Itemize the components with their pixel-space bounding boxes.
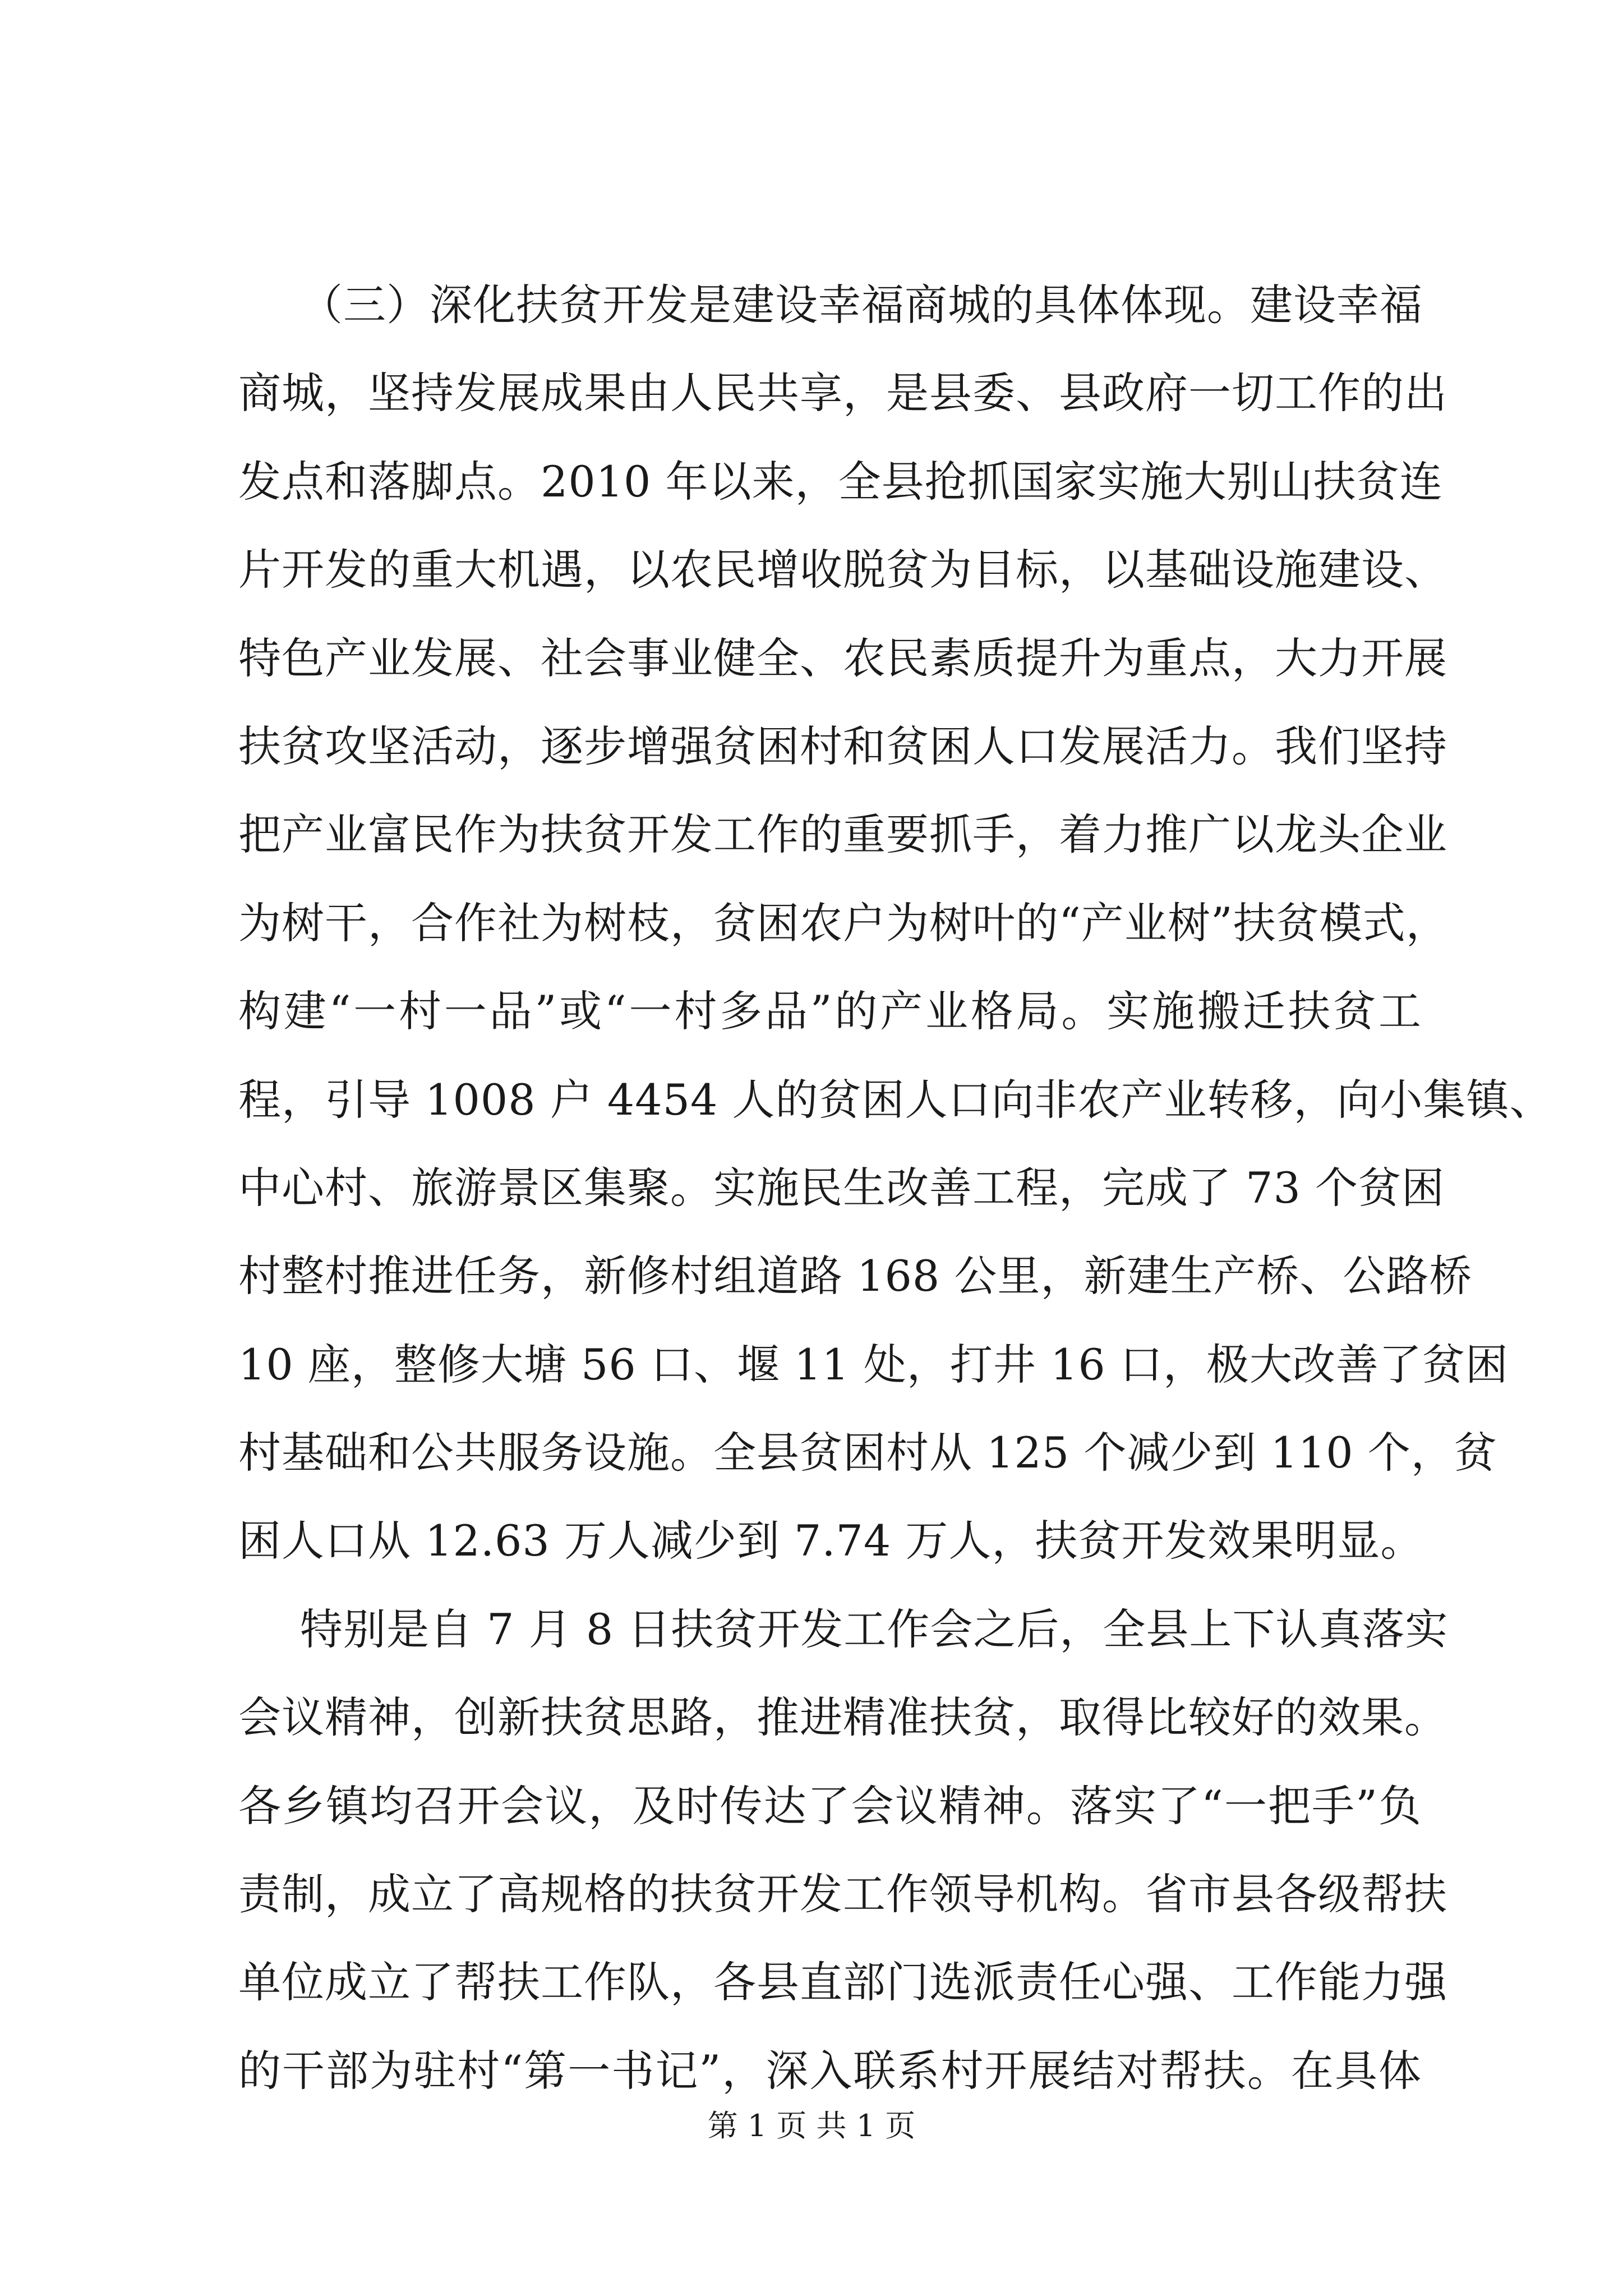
paragraph-line: 责制，成立了高规格的扶贫开发工作领导机构。省市县各级帮扶 (238, 1869, 1447, 1920)
page-number-label: 第 1 页 共 1 页 (707, 2108, 916, 2143)
paragraph-line: 程，引导 1008 户 4454 人的贫困人口向非农产业转移，向小集镇、 (238, 1074, 1553, 1125)
paragraph-line: 单位成立了帮扶工作队，各县直部门选派责任心强、工作能力强 (238, 1957, 1447, 2008)
paragraph-line: 村基础和公共服务设施。全县贫困村从 125 个减少到 110 个，贫 (238, 1428, 1497, 1478)
paragraph-line: 片开发的重大机遇，以农民增收脱贫为目标，以基础设施建设、 (238, 545, 1447, 595)
paragraph-line: 村整村推进任务，新修村组道路 168 公里，新建生产桥、公路桥 (238, 1251, 1473, 1301)
paragraph-line: 的干部为驻村“第一书记”，深入联系村开展结对帮扶。在具体 (238, 2045, 1422, 2096)
paragraph-line: 困人口从 12.63 万人减少到 7.74 万人，扶贫开发效果明显。 (238, 1516, 1424, 1566)
document-body (238, 261, 1553, 2115)
paragraph-line: 10 座，整修大塘 56 口、堰 11 处，打井 16 口，极大改善了贫困 (238, 1339, 1509, 1389)
paragraph-line: 把产业富民作为扶贫开发工作的重要抓手，着力推广以龙头企业 (238, 809, 1447, 860)
paragraph-line: 各乡镇均召开会议，及时传达了会议精神。落实了“一把手”负 (238, 1780, 1422, 1831)
paragraph-line: 特色产业发展、社会事业健全、农民素质提升为重点，大力开展 (238, 633, 1447, 683)
paragraph-line: 中心村、旅游景区集聚。实施民生改善工程，完成了 73 个贫困 (238, 1162, 1445, 1213)
paragraph-line: 商城，坚持发展成果由人民共享，是县委、县政府一切工作的出 (238, 368, 1447, 418)
paragraph-line: 构建“一村一品”或“一村多品”的产业格局。实施搬迁扶贫工 (238, 986, 1422, 1037)
paragraph-line: 特别是自 7 月 8 日扶贫开发工作会之后，全县上下认真落实 (300, 1604, 1449, 1654)
paragraph-line: 发点和落脚点。2010 年以来，全县抢抓国家实施大别山扶贫连 (238, 456, 1443, 507)
paragraph-line: （三）深化扶贫开发是建设幸福商城的具体体现。建设幸福 (300, 280, 1423, 330)
paragraph-line: 为树干，合作社为树枝，贫困农户为树叶的“产业树”扶贫模式， (238, 898, 1449, 948)
page-footer (0, 2106, 1623, 2146)
paragraph-line: 扶贫攻坚活动，逐步增强贫困村和贫困人口发展活力。我们坚持 (238, 721, 1447, 771)
paragraph-line: 会议精神，创新扶贫思路，推进精准扶贫，取得比较好的效果。 (238, 1692, 1447, 1743)
